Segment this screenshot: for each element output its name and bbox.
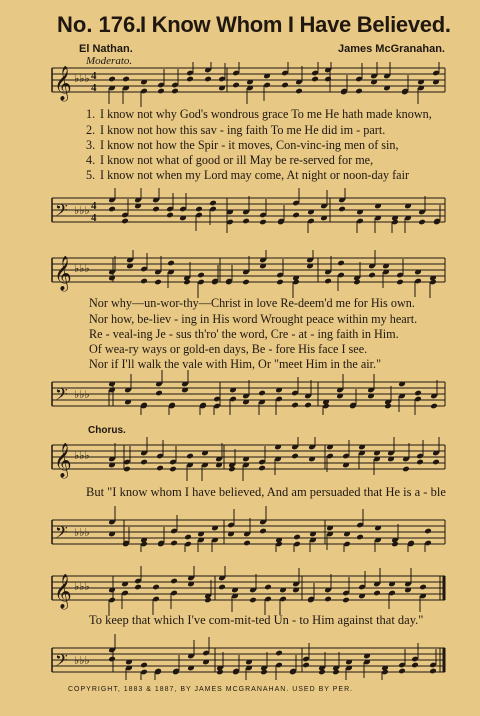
note-head xyxy=(424,528,432,535)
note-head xyxy=(209,200,217,207)
verse-4-line-1: 4. I know not what of good or ill May be re-served for me, xyxy=(86,153,374,167)
time-sig-bottom: 4 xyxy=(91,82,97,94)
bass-staff-2 xyxy=(0,370,480,415)
svg-text:𝄞: 𝄞 xyxy=(54,66,72,101)
svg-text:♭♭♭: ♭♭♭ xyxy=(74,389,90,401)
time-sig-bottom-bass: 4 xyxy=(91,212,97,224)
lyricist: El Nathan. xyxy=(79,43,133,55)
note-head xyxy=(324,76,332,83)
treble-staff-4 xyxy=(0,566,480,616)
treble-staff-2 xyxy=(0,250,480,300)
note-head xyxy=(195,206,203,213)
note-head xyxy=(121,218,129,225)
svg-text:𝄢: 𝄢 xyxy=(55,522,68,546)
note-head xyxy=(140,278,148,285)
note-head xyxy=(171,88,179,95)
note-head xyxy=(430,403,438,410)
note-head xyxy=(258,390,266,397)
note-head xyxy=(419,584,427,591)
note-head xyxy=(432,459,440,466)
note-head xyxy=(337,260,345,267)
note-head xyxy=(373,590,381,597)
note-head xyxy=(167,260,175,267)
note-head xyxy=(384,403,392,410)
note-head xyxy=(342,597,350,604)
svg-text:♭♭♭: ♭♭♭ xyxy=(74,205,90,217)
svg-text:𝄢: 𝄢 xyxy=(55,384,68,408)
note-head xyxy=(338,206,346,213)
verse-1-line-2: Nor why—un-wor-thy—Christ in love Re-deem'd me for His own. xyxy=(89,296,415,310)
note-head xyxy=(353,279,361,286)
note-head xyxy=(140,662,148,669)
note-head xyxy=(304,402,312,409)
svg-text:𝄞: 𝄞 xyxy=(54,443,72,478)
chorus-line-2: To keep that which I've com-mit-ted Un - to Him against that day." xyxy=(89,613,424,627)
note-head xyxy=(140,459,148,466)
chorus-label: Chorus. xyxy=(88,425,126,436)
chorus-line-1: But "I know whom I have believed, And am persuaded that He is a - ble xyxy=(86,485,446,499)
svg-text:♭♭♭: ♭♭♭ xyxy=(74,263,90,275)
note-head xyxy=(122,76,130,83)
verse-3-line-1: 3. I know not how the Spir - it moves, Con-vinc-ing men of sin, xyxy=(86,138,399,152)
note-head xyxy=(232,82,240,89)
note-head xyxy=(216,669,224,676)
note-head xyxy=(197,272,205,279)
tempo-marking: Moderato. xyxy=(86,55,133,67)
svg-text:𝄢: 𝄢 xyxy=(55,200,68,224)
note-head xyxy=(429,668,437,675)
note-head xyxy=(291,453,299,460)
note-head xyxy=(259,528,267,535)
hymn-title: I Know Whom I Have Believed. xyxy=(140,12,451,37)
svg-text:♭♭♭: ♭♭♭ xyxy=(74,527,90,539)
note-head xyxy=(186,453,194,460)
note-head xyxy=(414,390,422,397)
note-head xyxy=(218,584,226,591)
note-head xyxy=(281,82,289,89)
note-head xyxy=(411,662,419,669)
note-head xyxy=(242,279,250,286)
verse-4-line-2: Of wea-ry ways or gold-en days, Be - fore His face I see. xyxy=(89,342,368,356)
note-head xyxy=(402,466,410,473)
note-head xyxy=(324,278,332,285)
note-head xyxy=(183,279,191,286)
note-head xyxy=(156,465,164,472)
note-head xyxy=(291,402,299,409)
note-head xyxy=(292,212,300,219)
note-head xyxy=(108,656,116,663)
verse-2-line-1: 2. I know not how this sav - ing faith To me He did im - part. xyxy=(86,123,386,137)
hymn-number: No. 176. xyxy=(57,12,142,37)
copyright-notice: COPYRIGHT, 1883 & 1887, BY JAMES MCGRANAHAN. USED BY PER. xyxy=(68,686,354,693)
note-head xyxy=(249,597,257,604)
verse-1-line-1: 1. I know not why God's wondrous grace To me He hath made known, xyxy=(86,107,432,121)
note-head xyxy=(184,534,192,541)
note-head xyxy=(396,279,404,286)
note-head xyxy=(166,212,174,219)
treble-staff-1 xyxy=(0,62,480,112)
note-head xyxy=(311,76,319,83)
bass-staff-4 xyxy=(0,630,480,680)
note-head xyxy=(264,584,272,591)
note-head xyxy=(391,541,399,548)
verse-3-line-2: Re - veal-ing Je - sus th'ro' the word, Cre - at - ing faith in Him. xyxy=(89,327,399,341)
bass-staff-1 xyxy=(0,188,480,233)
note-head xyxy=(295,88,303,95)
note-head xyxy=(108,206,116,213)
note-head xyxy=(259,219,267,226)
note-head xyxy=(302,662,310,669)
verse-5-line-1: 5. I know not when my Lord may come, At night or noon-day fair xyxy=(86,168,410,182)
note-head xyxy=(332,669,340,676)
composer: James McGranahan. xyxy=(338,43,445,55)
svg-text:♭♭♭: ♭♭♭ xyxy=(74,655,90,667)
note-head xyxy=(260,669,268,676)
note-head xyxy=(157,88,165,95)
note-head xyxy=(155,390,163,397)
time-sig-top: 4 xyxy=(91,70,97,82)
note-head xyxy=(276,279,284,286)
note-head xyxy=(170,540,178,547)
note-head xyxy=(242,218,250,225)
verse-2-line-2: Nor how, be-liev - ing in His word Wrought peace within my heart. xyxy=(89,312,418,326)
svg-text:𝄞: 𝄞 xyxy=(54,574,72,609)
note-head xyxy=(324,596,332,603)
note-head xyxy=(154,279,162,286)
note-head xyxy=(356,534,364,541)
note-head xyxy=(186,76,194,83)
note-head xyxy=(418,219,426,226)
bass-staff-3 xyxy=(0,502,480,552)
note-head xyxy=(318,669,326,676)
svg-text:♭♭♭: ♭♭♭ xyxy=(74,73,90,85)
time-sig-top-bass: 4 xyxy=(91,200,97,212)
note-head xyxy=(416,459,424,466)
note-head xyxy=(169,466,177,473)
note-head xyxy=(275,650,283,657)
note-head xyxy=(368,272,376,279)
note-head xyxy=(108,76,116,83)
svg-text:𝄢: 𝄢 xyxy=(55,650,68,674)
note-head xyxy=(243,540,251,547)
note-head xyxy=(228,466,236,473)
note-head xyxy=(152,584,160,591)
svg-text:♭♭♭: ♭♭♭ xyxy=(74,581,90,593)
treble-staff-3 xyxy=(0,437,480,487)
note-head xyxy=(134,584,142,591)
note-head xyxy=(398,668,406,675)
svg-text:𝄞: 𝄞 xyxy=(54,256,72,291)
note-head xyxy=(204,76,212,83)
note-head xyxy=(355,88,363,95)
note-head xyxy=(293,534,301,541)
svg-text:♭♭♭: ♭♭♭ xyxy=(74,450,90,462)
note-head xyxy=(170,578,178,585)
note-head xyxy=(258,465,266,472)
note-head xyxy=(204,597,212,604)
verse-5-line-2: Nor if I'll walk the vale with Him, Or "meet Him in the air." xyxy=(89,357,382,371)
note-head xyxy=(152,206,160,213)
